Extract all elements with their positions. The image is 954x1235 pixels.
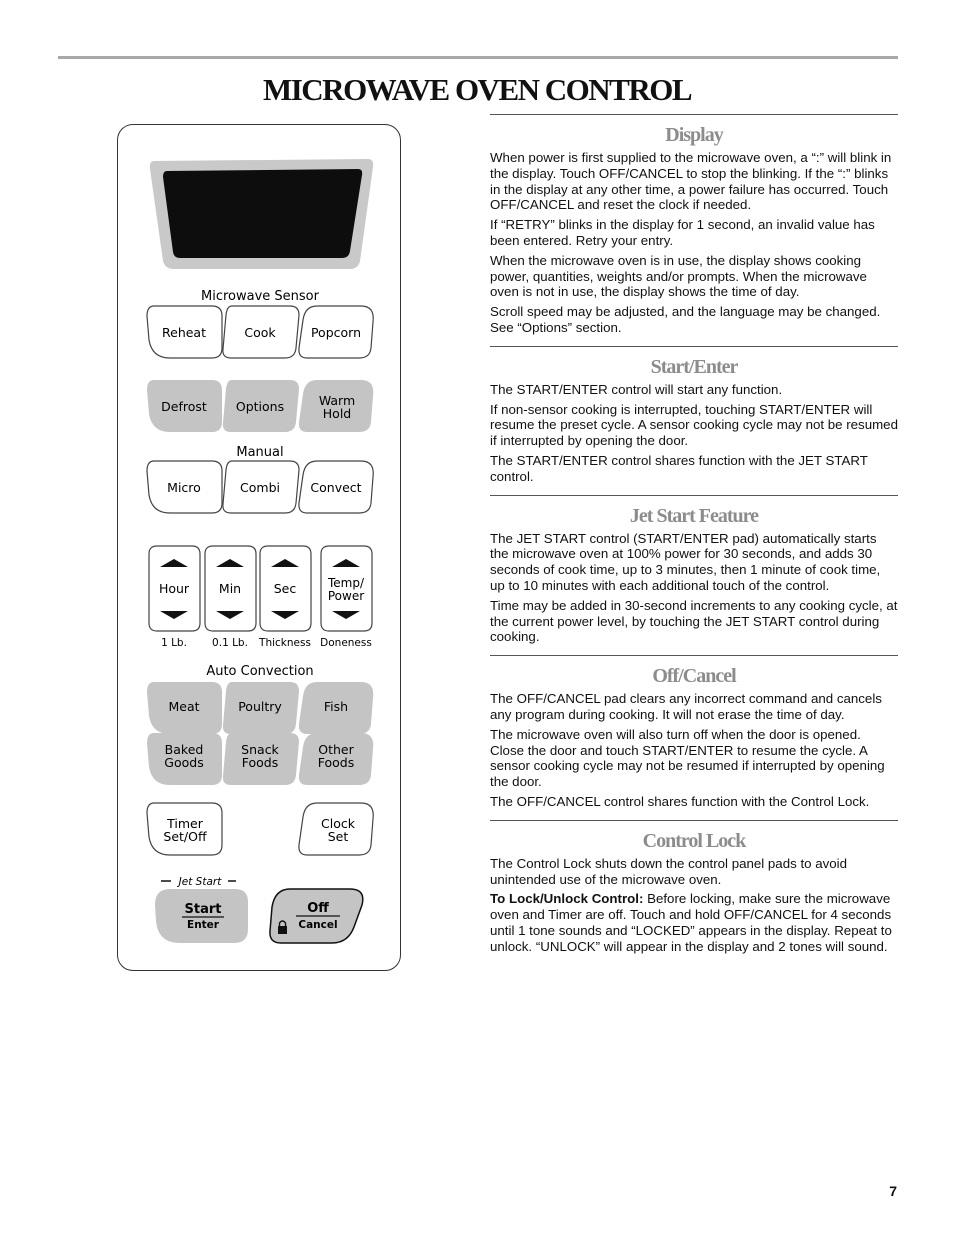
svg-text:Reheat: Reheat bbox=[162, 325, 206, 340]
reheat-button[interactable] bbox=[147, 306, 222, 358]
svg-text:Foods: Foods bbox=[241, 755, 279, 770]
svg-text:Combi: Combi bbox=[240, 480, 280, 495]
control-panel bbox=[117, 124, 401, 971]
paragraph: If non-sensor cooking is interrupted, touching START/ENTER will resume the preset cycle. A sensor cooking cycle may not be resumed if interrupted by opening the door. bbox=[490, 401, 898, 449]
poultry-button[interactable] bbox=[223, 682, 299, 734]
fish-button[interactable] bbox=[299, 682, 373, 734]
paragraph: The OFF/CANCEL pad clears any incorrect command and cancels any program during cooking. It will not erase the time of day. bbox=[490, 691, 882, 722]
svg-text:Power: Power bbox=[327, 589, 365, 603]
start-enter-section bbox=[490, 346, 898, 485]
baked-goods-button[interactable] bbox=[147, 733, 222, 785]
svg-text:Options: Options bbox=[235, 399, 285, 414]
clock-button[interactable] bbox=[299, 803, 373, 855]
jet-start-section bbox=[490, 495, 898, 646]
hour-key[interactable] bbox=[149, 546, 200, 631]
page-number: 7 bbox=[889, 1183, 897, 1199]
paragraph: The START/ENTER control shares function with the JET START control. bbox=[490, 452, 868, 484]
svg-text:Fish: Fish bbox=[323, 699, 349, 714]
paragraph: When the microwave oven is in use, the display shows cooking power, quantities, weights and/or prompts. When the microwave oven is not in use, the display shows the time of day. bbox=[490, 252, 867, 300]
paragraph: The microwave oven will also turn off when the door is opened. Close the door and touch START/ENTER to resume the cycle. A sensor cooking cycle may not be resumed if interrupted by opening the door. bbox=[490, 726, 885, 790]
svg-text:Set: Set bbox=[327, 829, 349, 844]
paragraph: Time may be added in 30-second increments to any cooking cycle, at the current power level, by touching the JET START control during cooking. bbox=[490, 597, 898, 645]
control-panel-drawing bbox=[118, 125, 402, 972]
svg-text:Clock: Clock bbox=[321, 816, 355, 831]
section-heading: Control Lock bbox=[642, 829, 746, 852]
arrow-sublabel: 1 Lb. bbox=[161, 637, 187, 649]
arrow-sublabel: Doneness bbox=[320, 637, 372, 649]
svg-text:Popcorn: Popcorn bbox=[310, 325, 362, 340]
display-screen bbox=[163, 169, 362, 258]
off-cancel-section bbox=[490, 655, 898, 810]
svg-text:Baked: Baked bbox=[164, 742, 204, 757]
display-section bbox=[490, 114, 898, 336]
microwave-sensor-label: Microwave Sensor bbox=[201, 289, 319, 304]
jet-start-label bbox=[161, 876, 236, 888]
paragraph: The START/ENTER control will start any function. bbox=[490, 381, 783, 397]
svg-text:Cancel: Cancel bbox=[298, 919, 338, 931]
svg-text:Hold: Hold bbox=[322, 406, 352, 421]
lock-instructions-label: To Lock/Unlock Control: bbox=[490, 891, 644, 907]
temp-power-key[interactable] bbox=[321, 546, 372, 631]
text-column bbox=[490, 114, 898, 964]
svg-text:Hour: Hour bbox=[158, 581, 190, 596]
top-rule bbox=[58, 56, 898, 59]
paragraph: When power is first supplied to the microwave oven, a “:” will blink in the display. Touch OFF/CANCEL to stop the blinking. If the “:” blinks in the display at any other time, a power failure has occurred. Touch OFF/CANCEL and reset the clock if needed. bbox=[490, 150, 892, 213]
options-button[interactable] bbox=[223, 380, 299, 432]
section-heading: Start/Enter bbox=[650, 355, 738, 378]
convect-button[interactable] bbox=[299, 461, 373, 513]
svg-text:Off: Off bbox=[307, 901, 329, 916]
start-enter-button[interactable] bbox=[155, 889, 248, 943]
paragraph: The OFF/CANCEL control shares function with the Control Lock. bbox=[490, 793, 870, 809]
svg-text:Warm: Warm bbox=[318, 393, 356, 408]
svg-text:Set/Off: Set/Off bbox=[163, 829, 207, 844]
off-cancel-button[interactable] bbox=[270, 889, 363, 943]
defrost-button[interactable] bbox=[147, 380, 222, 432]
meat-button[interactable] bbox=[147, 682, 222, 734]
arrow-sublabel: Thickness bbox=[259, 637, 311, 649]
svg-text:Sec: Sec bbox=[273, 581, 297, 596]
manual-label: Manual bbox=[236, 445, 284, 460]
svg-text:Defrost: Defrost bbox=[161, 399, 207, 414]
min-key[interactable] bbox=[205, 546, 256, 631]
combi-button[interactable] bbox=[223, 461, 299, 513]
svg-text:Foods: Foods bbox=[317, 755, 355, 770]
svg-text:Goods: Goods bbox=[164, 755, 204, 770]
svg-text:Poultry: Poultry bbox=[238, 699, 282, 714]
section-heading: Off/Cancel bbox=[652, 665, 736, 688]
svg-text:Snack: Snack bbox=[241, 742, 279, 757]
page-title: MICROWAVE OVEN CONTROL bbox=[262, 72, 692, 107]
svg-text:Timer: Timer bbox=[167, 816, 203, 831]
warm-hold-button[interactable] bbox=[299, 380, 373, 432]
popcorn-button[interactable] bbox=[299, 306, 373, 358]
display-window bbox=[150, 159, 373, 269]
sec-key[interactable] bbox=[260, 546, 311, 631]
svg-text:Jet Start: Jet Start bbox=[178, 876, 222, 888]
other-foods-button[interactable] bbox=[299, 733, 373, 785]
arrow-sublabel: 0.1 Lb. bbox=[212, 637, 248, 649]
cook-button[interactable] bbox=[223, 306, 299, 358]
svg-text:Micro: Micro bbox=[167, 480, 201, 495]
svg-text:Temp/: Temp/ bbox=[327, 576, 365, 590]
svg-text:Other: Other bbox=[318, 742, 354, 757]
snack-foods-button[interactable] bbox=[223, 733, 299, 785]
section-heading: Jet Start Feature bbox=[629, 504, 759, 527]
svg-text:Cook: Cook bbox=[244, 325, 276, 340]
svg-text:Meat: Meat bbox=[168, 699, 200, 714]
control-lock-section bbox=[490, 820, 898, 955]
timer-button[interactable] bbox=[147, 803, 222, 855]
micro-button[interactable] bbox=[147, 461, 222, 513]
paragraph: The JET START control (START/ENTER pad) automatically starts the microwave oven at 100% power for 30 seconds, and adds 30 seconds of cook time, up to 3 minutes, then 1 minute of cook time, up to 10 minutes with each additional touch of the control. bbox=[490, 530, 881, 593]
section-heading: Display bbox=[665, 124, 723, 146]
paragraph bbox=[490, 891, 898, 954]
paragraph: Scroll speed may be adjusted, and the language may be changed. See “Options” section. bbox=[490, 304, 881, 335]
svg-text:Convect: Convect bbox=[310, 480, 362, 495]
lock-instructions-text: Before locking, make sure the microwave oven and Timer are off. Touch and hold OFF/CANCEL for 4 seconds until 1 tone sounds and “LOCKED” appears in the display. Repeat to unlock. “UNLOCK” will appear in the display and 2 tones will sound. bbox=[490, 891, 892, 954]
svg-text:Start: Start bbox=[184, 902, 222, 917]
auto-convection-label: Auto Convection bbox=[206, 664, 314, 679]
paragraph: If “RETRY” blinks in the display for 1 second, an invalid value has been entered. Retry your entry. bbox=[490, 217, 875, 248]
svg-text:Enter: Enter bbox=[187, 919, 219, 931]
paragraph: The Control Lock shuts down the control panel pads to avoid unintended use of the microwave oven. bbox=[490, 855, 848, 887]
svg-text:Min: Min bbox=[218, 581, 242, 596]
